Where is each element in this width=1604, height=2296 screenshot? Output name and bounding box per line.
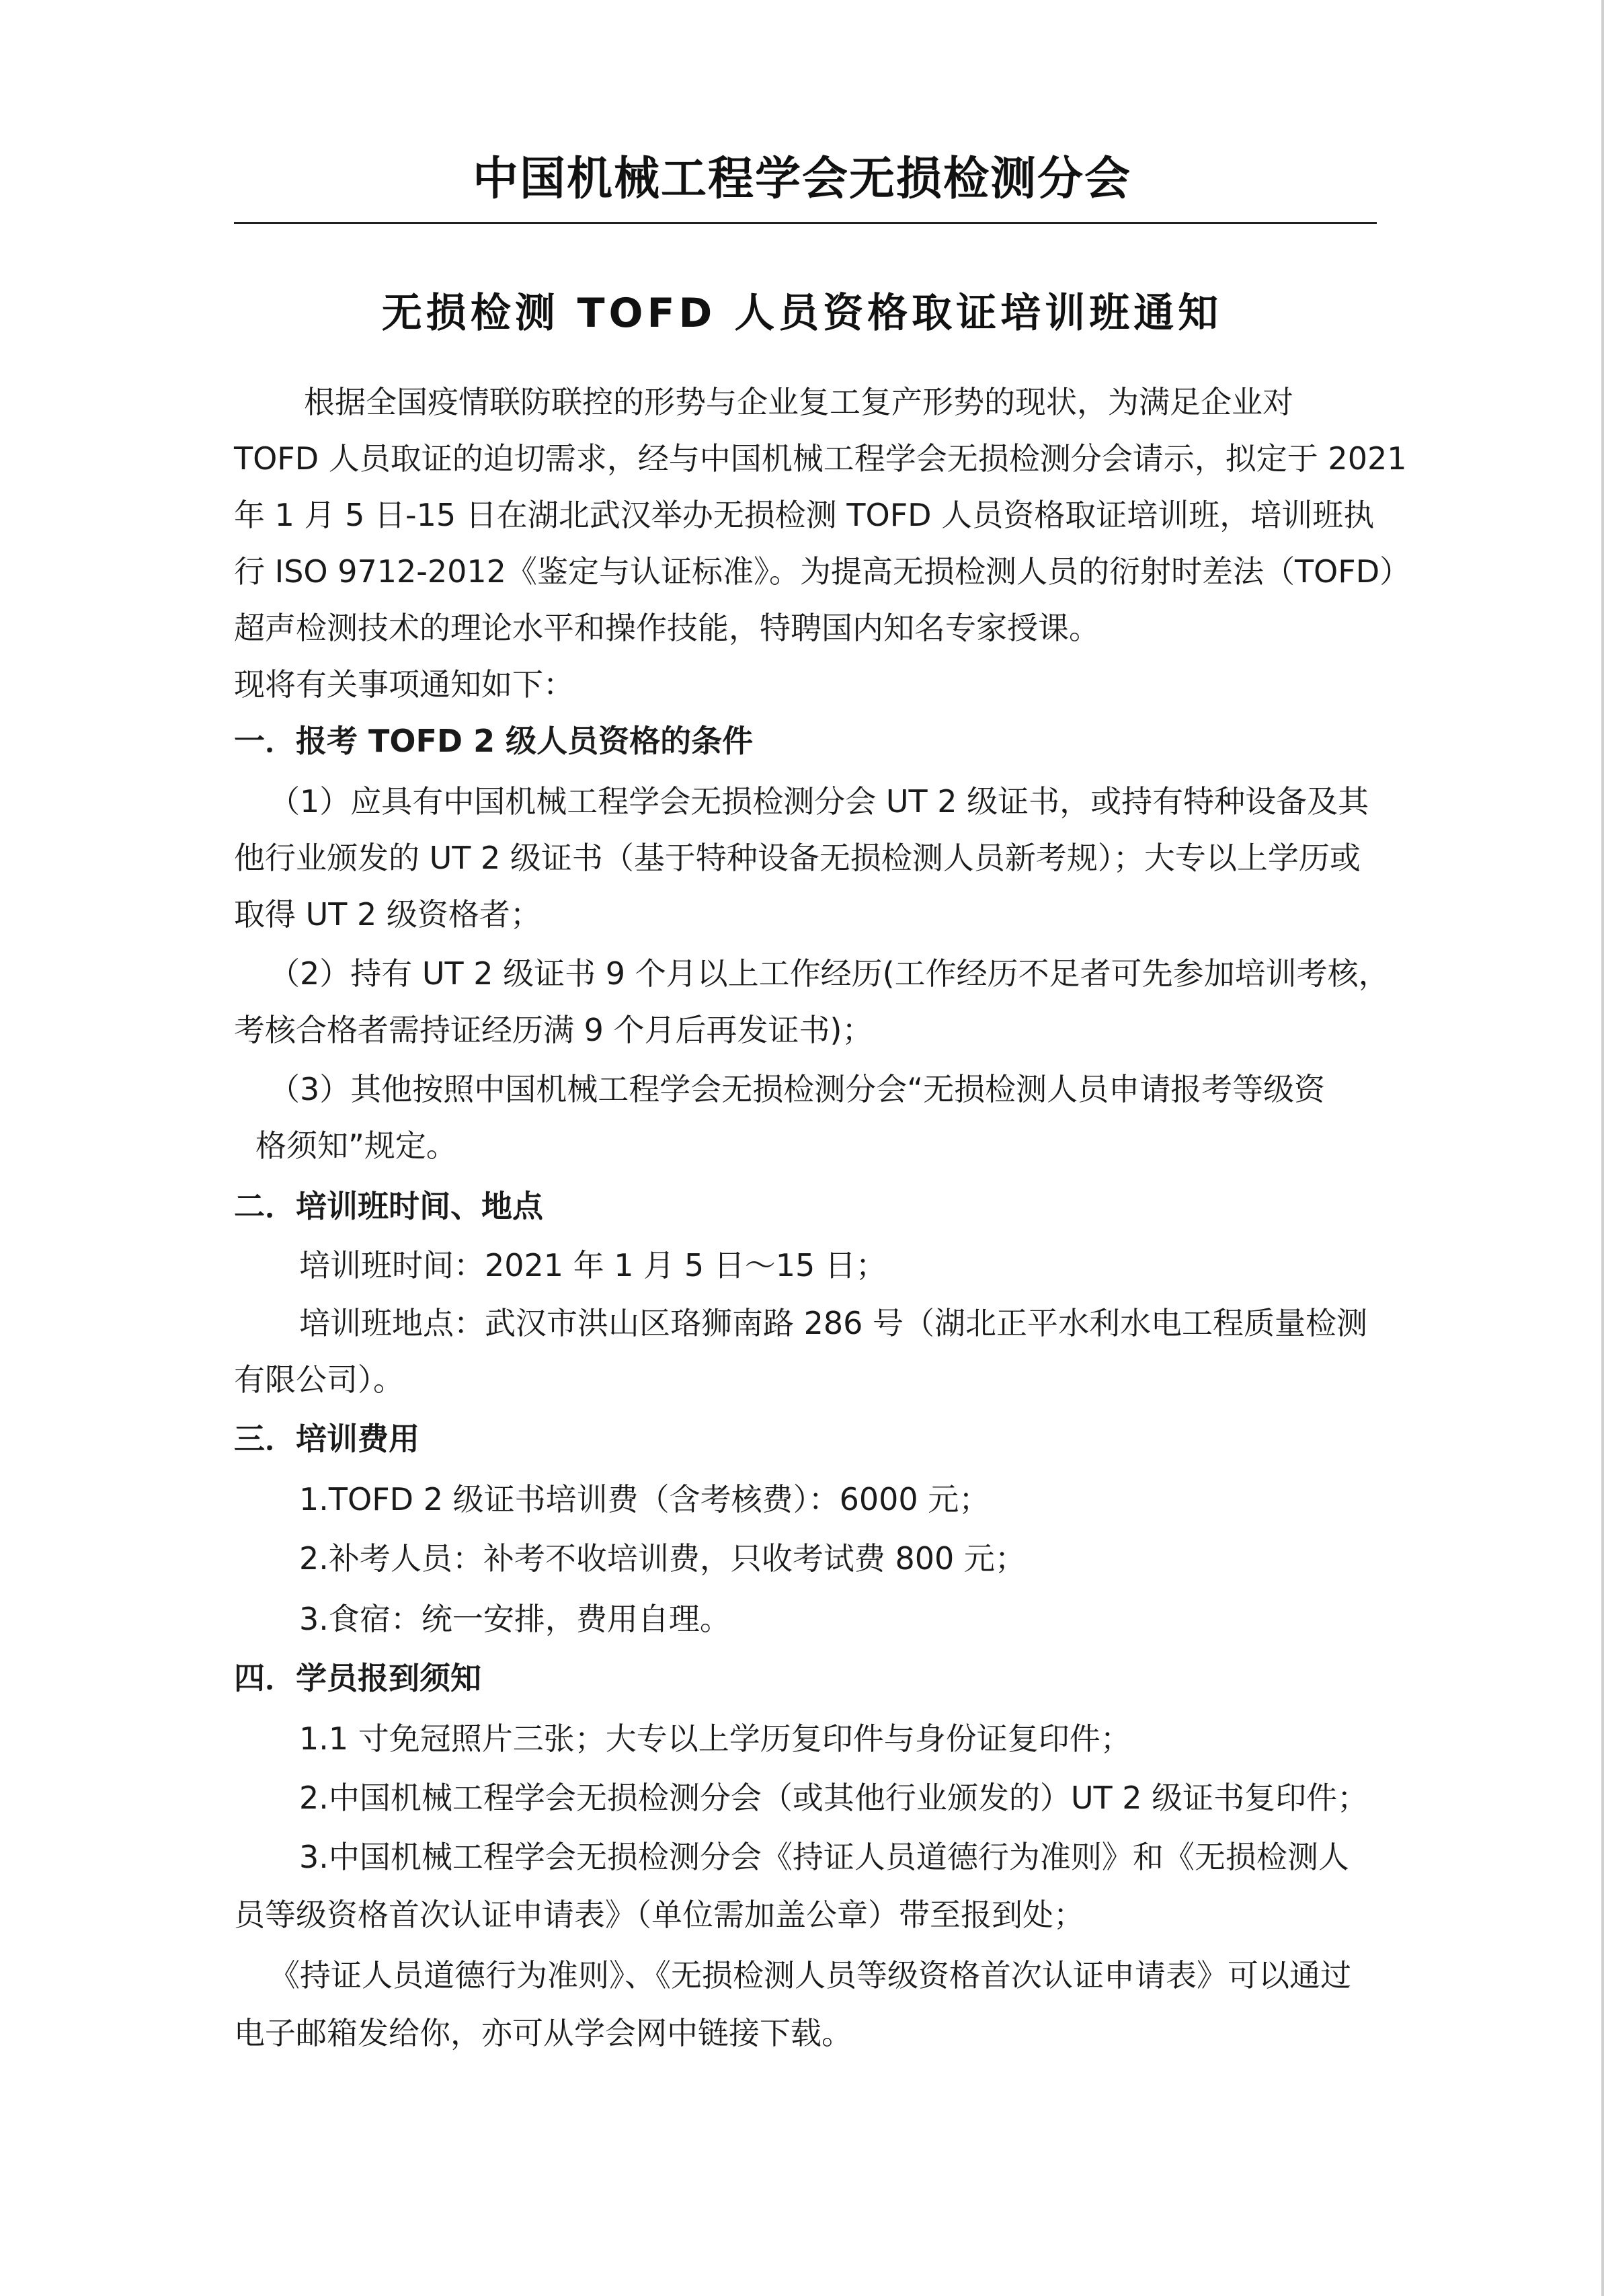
- report-item-1: 1.1 寸免冠照片三张；大专以上学历复印件与身份证复印件；: [299, 1720, 1131, 1757]
- scan-edge: [1601, 0, 1604, 2296]
- section-3-heading: 三．培训费用: [234, 1421, 419, 1457]
- intro-line-4: 行 ISO 9712-2012《鉴定与认证标准》。为提高无损检测人员的衍射时差法（TOFD）: [234, 553, 1411, 590]
- condition-3-line-1: （3）其他按照中国机械工程学会无损检测分会“无损检测人员申请报考等级资: [269, 1071, 1326, 1107]
- section-4-heading: 四．学员报到须知: [234, 1660, 481, 1696]
- intro-line-2: TOFD 人员取证的迫切需求，经与中国机械工程学会无损检测分会请示，拟定于 2021: [234, 440, 1407, 477]
- training-place-line-2: 有限公司）。: [234, 1361, 404, 1398]
- report-item-2: 2.中国机械工程学会无损检测分会（或其他行业颁发的）UT 2 级证书复印件；: [299, 1780, 1369, 1816]
- download-note-line-2: 电子邮箱发给你，亦可从学会网中链接下载。: [234, 2015, 852, 2051]
- organization-title: 中国机械工程学会无损检测分会: [472, 153, 1131, 206]
- notice-title: 无损检测 TOFD 人员资格取证培训班通知: [381, 290, 1223, 337]
- condition-1-line-1: （1）应具有中国机械工程学会无损检测分会 UT 2 级证书，或持有特种设备及其: [269, 783, 1369, 820]
- training-place-line-1: 培训班地点：武汉市洪山区珞狮南路 286 号（湖北正平水利水电工程质量检测: [299, 1305, 1368, 1341]
- training-time: 培训班时间：2021 年 1 月 5 日～15 日；: [299, 1247, 887, 1283]
- fee-item-3: 3.食宿：统一安排，费用自理。: [299, 1601, 731, 1637]
- report-item-3-line-1: 3.中国机械工程学会无损检测分会《持证人员道德行为准则》和《无损检测人: [299, 1839, 1349, 1875]
- condition-1-line-3: 取得 UT 2 级资格者；: [234, 896, 541, 933]
- report-item-3-line-2: 员等级资格首次认证申请表》（单位需加盖公章）带至报到处；: [234, 1897, 1084, 1933]
- fee-item-2: 2.补考人员：补考不收培训费，只收考试费 800 元；: [299, 1540, 1026, 1577]
- condition-3-line-2: 格须知”规定。: [255, 1127, 457, 1164]
- condition-1-line-2: 他行业颁发的 UT 2 级证书（基于特种设备无损检测人员新考规）；大专以上学历或: [234, 840, 1361, 876]
- section-1-heading: 一．报考 TOFD 2 级人员资格的条件: [234, 723, 754, 759]
- section-2-heading: 二．培训班时间、地点: [234, 1188, 543, 1224]
- intro-line-1: 根据全国疫情联防联控的形势与企业复工复产形势的现状，为满足企业对: [304, 384, 1293, 420]
- intro-line-6: 现将有关事项通知如下：: [234, 666, 574, 703]
- condition-2-line-1: （2）持有 UT 2 级证书 9 个月以上工作经历(工作经历不足者可先参加培训考核，: [269, 955, 1390, 992]
- download-note-line-1: 《持证人员道德行为准则》、《无损检测人员等级资格首次认证申请表》可以通过: [269, 1957, 1351, 1993]
- condition-2-line-2: 考核合格者需持证经历满 9 个月后再发证书)；: [234, 1012, 873, 1048]
- header-divider: [234, 222, 1377, 224]
- intro-line-5: 超声检测技术的理论水平和操作技能，特聘国内知名专家授课。: [234, 610, 1100, 646]
- intro-line-3: 年 1 月 5 日-15 日在湖北武汉举办无损检测 TOFD 人员资格取证培训班，培训班执: [234, 497, 1375, 533]
- fee-item-1: 1.TOFD 2 级证书培训费（含考核费）：6000 元；: [299, 1481, 990, 1517]
